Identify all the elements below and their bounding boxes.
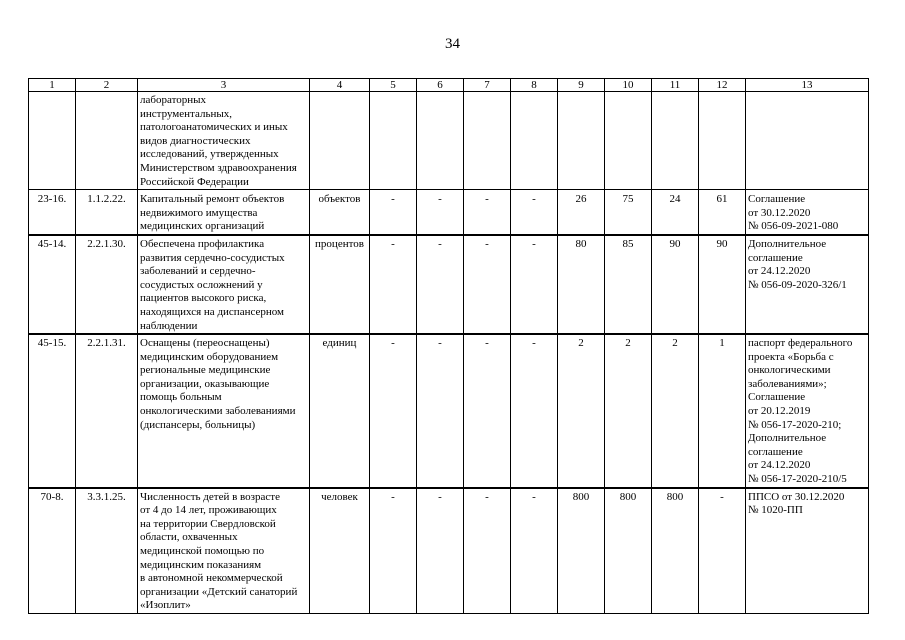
row-value	[605, 92, 652, 190]
row-value: 90	[652, 235, 699, 334]
row-unit: объектов	[310, 190, 370, 235]
table-row	[29, 334, 869, 488]
column-header: 8	[511, 79, 558, 92]
row-value: 2	[652, 334, 699, 488]
row-value: 26	[558, 190, 605, 235]
column-header: 10	[605, 79, 652, 92]
row-value	[558, 92, 605, 190]
row-number: 23-16.	[29, 190, 76, 235]
row-value	[464, 92, 511, 190]
page-number: 34	[445, 36, 460, 52]
row-value	[699, 92, 746, 190]
column-header: 9	[558, 79, 605, 92]
row-code	[76, 92, 138, 190]
row-number: 45-15.	[29, 334, 76, 488]
row-value: 2	[558, 334, 605, 488]
row-value: -	[511, 190, 558, 235]
column-header: 13	[746, 79, 869, 92]
row-value: 80	[558, 235, 605, 334]
row-basis-document	[746, 92, 869, 190]
row-number: 45-14.	[29, 235, 76, 334]
column-header: 2	[76, 79, 138, 92]
row-basis-document: ППСО от 30.12.2020 № 1020-ПП	[746, 488, 869, 614]
row-value: -	[464, 190, 511, 235]
row-value: 800	[605, 488, 652, 614]
row-description: Оснащены (переоснащены) медицинским оборудованием региональные медицинские организации, оказывающие помощь больным онкологическими заболеваниями (диспансеры, больницы)	[138, 334, 310, 488]
row-value: -	[417, 235, 464, 334]
row-value: -	[511, 488, 558, 614]
row-value: -	[417, 488, 464, 614]
row-value: 1	[699, 334, 746, 488]
column-header: 3	[138, 79, 310, 92]
row-value	[511, 92, 558, 190]
row-value: 61	[699, 190, 746, 235]
row-value: -	[511, 235, 558, 334]
column-header: 6	[417, 79, 464, 92]
row-code: 2.2.1.30.	[76, 235, 138, 334]
row-value	[652, 92, 699, 190]
row-basis-document: Соглашение от 30.12.2020 № 056-09-2021-080	[746, 190, 869, 235]
row-value: -	[417, 334, 464, 488]
row-code: 2.2.1.31.	[76, 334, 138, 488]
row-description: Численность детей в возрасте от 4 до 14 лет, проживающих на территории Свердловской области, охваченных медицинской помощью по медицинским показаниям в автономной некоммерческой организации «Детский санаторий «Изоплит»	[138, 488, 310, 614]
table-row	[29, 92, 869, 190]
row-value: 75	[605, 190, 652, 235]
row-unit: единиц	[310, 334, 370, 488]
row-code: 3.3.1.25.	[76, 488, 138, 614]
column-header: 7	[464, 79, 511, 92]
row-unit: человек	[310, 488, 370, 614]
table-row	[29, 235, 869, 334]
row-value: 800	[652, 488, 699, 614]
indicators-table	[28, 78, 869, 614]
row-value: -	[370, 334, 417, 488]
row-code: 1.1.2.22.	[76, 190, 138, 235]
table-row	[29, 190, 869, 235]
header-row	[29, 79, 869, 92]
row-description: Обеспечена профилактика развития сердечно-сосудистых заболеваний и сердечно- сосудистых осложнений у пациентов высокого риска, находящихся на диспансерном наблюдении	[138, 235, 310, 334]
row-number: 70-8.	[29, 488, 76, 614]
row-value: -	[511, 334, 558, 488]
row-value: 800	[558, 488, 605, 614]
column-header: 1	[29, 79, 76, 92]
row-unit	[310, 92, 370, 190]
column-header: 5	[370, 79, 417, 92]
row-value: -	[464, 235, 511, 334]
row-value: -	[699, 488, 746, 614]
row-basis-document: Дополнительное соглашение от 24.12.2020 № 056-09-2020-326/1	[746, 235, 869, 334]
row-value: -	[417, 190, 464, 235]
row-number	[29, 92, 76, 190]
row-value	[417, 92, 464, 190]
column-header: 4	[310, 79, 370, 92]
row-value: -	[370, 488, 417, 614]
table-row	[29, 488, 869, 614]
row-value: -	[370, 235, 417, 334]
row-unit: процентов	[310, 235, 370, 334]
column-header: 11	[652, 79, 699, 92]
column-header: 12	[699, 79, 746, 92]
row-value	[370, 92, 417, 190]
row-value: 2	[605, 334, 652, 488]
row-value: -	[464, 488, 511, 614]
row-description: Капитальный ремонт объектов недвижимого имущества медицинских организаций	[138, 190, 310, 235]
row-value: -	[464, 334, 511, 488]
row-value: 85	[605, 235, 652, 334]
row-description: лабораторных инструментальных, патологоанатомических и иных видов диагностических исследований, утвержденных Министерством здравоохранения Российской Федерации	[138, 92, 310, 190]
row-value: 24	[652, 190, 699, 235]
row-basis-document: паспорт федерального проекта «Борьба с онкологическими заболеваниями»; Соглашение от 20.12.2019 № 056-17-2020-210; Дополнительное соглашение от 24.12.2020 № 056-17-2020-210/5	[746, 334, 869, 488]
row-value: -	[370, 190, 417, 235]
row-value: 90	[699, 235, 746, 334]
